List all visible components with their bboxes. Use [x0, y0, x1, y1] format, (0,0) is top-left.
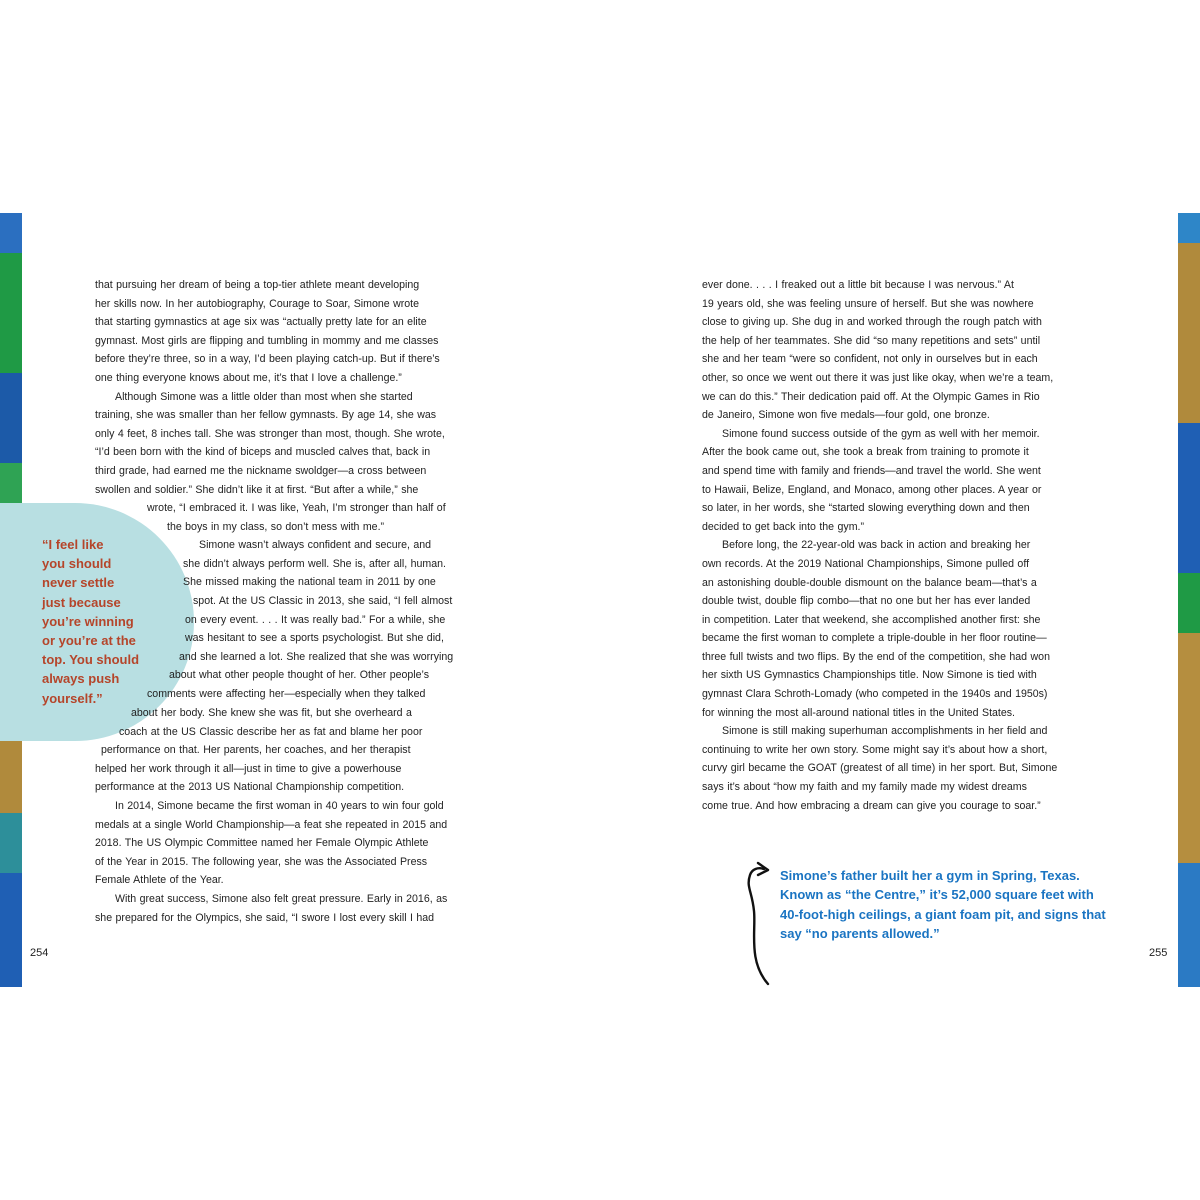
- text-line: She missed making the national team in 2011 by one: [183, 576, 436, 589]
- text-line: was hesitant to see a sports psychologist. But she did,: [185, 632, 444, 645]
- text-line: Before long, the 22-year-old was back in action and breaking her: [722, 539, 1031, 552]
- page-number-left: 254: [30, 947, 49, 959]
- text-line: her sixth US Gymnastics Championships title. Now Simone is tied with: [702, 669, 1037, 682]
- left-body-text: [95, 276, 555, 499]
- text-line: 2018. The US Olympic Committee named her Female Olympic Athlete: [95, 837, 429, 850]
- text-line: performance on that. Her parents, her coaches, and her therapist: [101, 744, 411, 757]
- text-line: says it’s about “how my faith and my family made my widest dreams: [702, 781, 1027, 794]
- text-line: to Hawaii, Belize, England, and Monaco, among other places. A year or: [702, 483, 1042, 496]
- text-line: Simone is still making superhuman accomplishments in her field and: [722, 725, 1048, 738]
- fact-box-line: say “no parents allowed.”: [780, 926, 940, 942]
- text-line: one thing everyone knows about me, it’s that I love a challenge.”: [95, 371, 402, 384]
- text-line: of the Year in 2015. The following year, she was the Associated Press: [95, 855, 428, 868]
- right-body-text: [702, 276, 1162, 815]
- fact-box-line: 40-foot-high ceilings, a giant foam pit, and signs that: [780, 906, 1106, 922]
- text-line: coach at the US Classic describe her as fat and blame her poor: [119, 725, 423, 738]
- right-decorative-edge: [1178, 213, 1200, 987]
- text-line: Female Athlete of the Year.: [95, 874, 224, 887]
- curved-arrow-icon: [728, 861, 788, 987]
- left-lower-text: [95, 704, 555, 927]
- text-line: and she learned a lot. She realized that she was worrying: [179, 650, 454, 663]
- text-line: she and her team “were so confident, not only in ourselves but in each: [702, 353, 1038, 366]
- pull-quote-line: or you’re at the: [42, 633, 136, 649]
- text-line: double twist, double flip combo—that no one but her has ever landed: [702, 595, 1031, 608]
- pull-quote-line: “I feel like: [42, 537, 104, 552]
- text-line: for winning the most all-around national titles in the United States.: [702, 706, 1015, 719]
- text-line: continuing to write her own story. Some might say it’s about how a short,: [702, 743, 1048, 756]
- fact-box-line: Simone’s father built her a gym in Spring, Texas.: [780, 868, 1080, 883]
- text-line: so later, in her words, she “started slowing everything down and then: [702, 502, 1030, 515]
- text-line: Simone wasn’t always confident and secure, and: [199, 539, 432, 552]
- pull-quote-line: top. You should: [42, 652, 140, 668]
- text-line: an astonishing double-double dismount on the balance beam—that’s a: [702, 576, 1037, 589]
- text-line: she prepared for the Olympics, she said, “I swore I lost every skill I had: [95, 911, 435, 924]
- pull-quote-line: you should: [42, 556, 112, 572]
- text-line: gymnast Clara Schroth-Lomady (who competed in the 1940s and 1950s): [702, 688, 1048, 701]
- fact-box-line: Known as “the Centre,” it’s 52,000 square feet with: [780, 887, 1094, 903]
- fact-box: [780, 866, 1160, 944]
- text-line: that starting gymnastics at age six was “actually pretty late for an elite: [95, 316, 427, 329]
- text-line: de Janeiro, Simone won five medals—four gold, one bronze.: [702, 409, 990, 422]
- text-line: helped her work through it all—just in time to give a powerhouse: [95, 762, 402, 775]
- text-line: With great success, Simone also felt great pressure. Early in 2016, as: [115, 892, 448, 905]
- text-line: gymnast. Most girls are flipping and tumbling in mommy and me classes: [95, 334, 439, 347]
- left-page: [22, 213, 602, 987]
- text-line: 19 years old, she was feeling unsure of herself. But she was nowhere: [702, 297, 1034, 310]
- text-line: performance at the 2013 US National Championship competition.: [95, 781, 405, 794]
- text-line: other, so once we went out there it was just like okay, when we’re a team,: [702, 371, 1054, 384]
- pull-quote-line: never settle: [42, 575, 115, 591]
- pull-quote-line: yourself.”: [42, 690, 103, 706]
- text-line: After the book came out, she took a break from training to promote it: [702, 446, 1029, 459]
- text-line: and spend time with family and friends—and travel the world. She went: [702, 464, 1041, 477]
- text-line: before they’re three, so in a way, I’d been playing catch-up. But if there’s: [95, 353, 440, 366]
- text-line: curvy girl became the GOAT (greatest of all time) in her sport. But, Simone: [702, 762, 1058, 775]
- text-line: Although Simone was a little older than most when she started: [115, 390, 413, 403]
- text-line: became the first woman to complete a triple-double in her floor routine—: [702, 632, 1047, 645]
- text-line: come true. And how embracing a dream can give you courage to soar.”: [702, 799, 1041, 812]
- text-line: the boys in my class, so don’t mess with me.”: [167, 520, 385, 533]
- text-line: decided to get back into the gym.”: [702, 520, 864, 533]
- text-line: third grade, had earned me the nickname swoldger—a cross between: [95, 464, 427, 477]
- pull-quote-line: just because: [42, 594, 121, 610]
- text-line: medals at a single World Championship—a feat she repeated in 2015 and: [95, 818, 448, 831]
- text-line: In 2014, Simone became the first woman in 40 years to win four gold: [115, 799, 444, 812]
- text-line: the help of her teammates. She did “so many repetitions and sets” until: [702, 334, 1041, 347]
- text-line: that pursuing her dream of being a top-tier athlete meant developing: [95, 279, 420, 291]
- text-line: Simone found success outside of the gym as well with her memoir.: [722, 427, 1040, 440]
- pull-quote-line: you’re winning: [42, 613, 134, 629]
- text-line: on every event. . . . It was really bad.” For a while, she: [185, 613, 446, 626]
- page-number-right: 255: [1149, 947, 1168, 959]
- text-line: her skills now. In her autobiography, Courage to Soar, Simone wrote: [95, 297, 419, 310]
- text-line: in competition. Later that weekend, she accomplished another first: she: [702, 613, 1041, 626]
- text-line: training, she was smaller than her fellow gymnasts. By age 14, she was: [95, 409, 437, 422]
- text-line: about what other people thought of her. Other people’s: [169, 669, 430, 682]
- text-line: ever done. . . . I freaked out a little bit because I was nervous.” At: [702, 279, 1014, 291]
- text-line: we can do this.” Their dedication paid off. At the Olympic Games in Rio: [702, 390, 1040, 403]
- text-line: swollen and soldier.” She didn’t like it at first. “But after a while,” she: [95, 483, 419, 496]
- text-line: about her body. She knew she was fit, but she overheard a: [131, 707, 412, 719]
- left-wrapped-text: [95, 499, 555, 704]
- text-line: she didn’t always perform well. She is, after all, human.: [183, 557, 446, 570]
- right-page: [598, 213, 1178, 987]
- pull-quote-line: always push: [42, 671, 120, 687]
- text-line: own records. At the 2019 National Championships, Simone pulled off: [702, 557, 1030, 570]
- book-spread: [0, 213, 1200, 987]
- text-line: comments were affecting her—especially when they talked: [147, 687, 426, 700]
- text-line: close to giving up. She dug in and worked through the rough patch with: [702, 316, 1042, 329]
- text-line: only 4 feet, 8 inches tall. She was stronger than most, though. She wrote,: [95, 427, 445, 440]
- text-line: wrote, “I embraced it. I was like, Yeah, I’m stronger than half of: [147, 502, 446, 514]
- text-line: spot. At the US Classic in 2013, she said, “I fell almost: [193, 594, 453, 607]
- text-line: three full twists and two flips. By the end of the competition, she had won: [702, 650, 1050, 663]
- text-line: “I’d been born with the kind of biceps and muscled calves that, back in: [95, 446, 431, 459]
